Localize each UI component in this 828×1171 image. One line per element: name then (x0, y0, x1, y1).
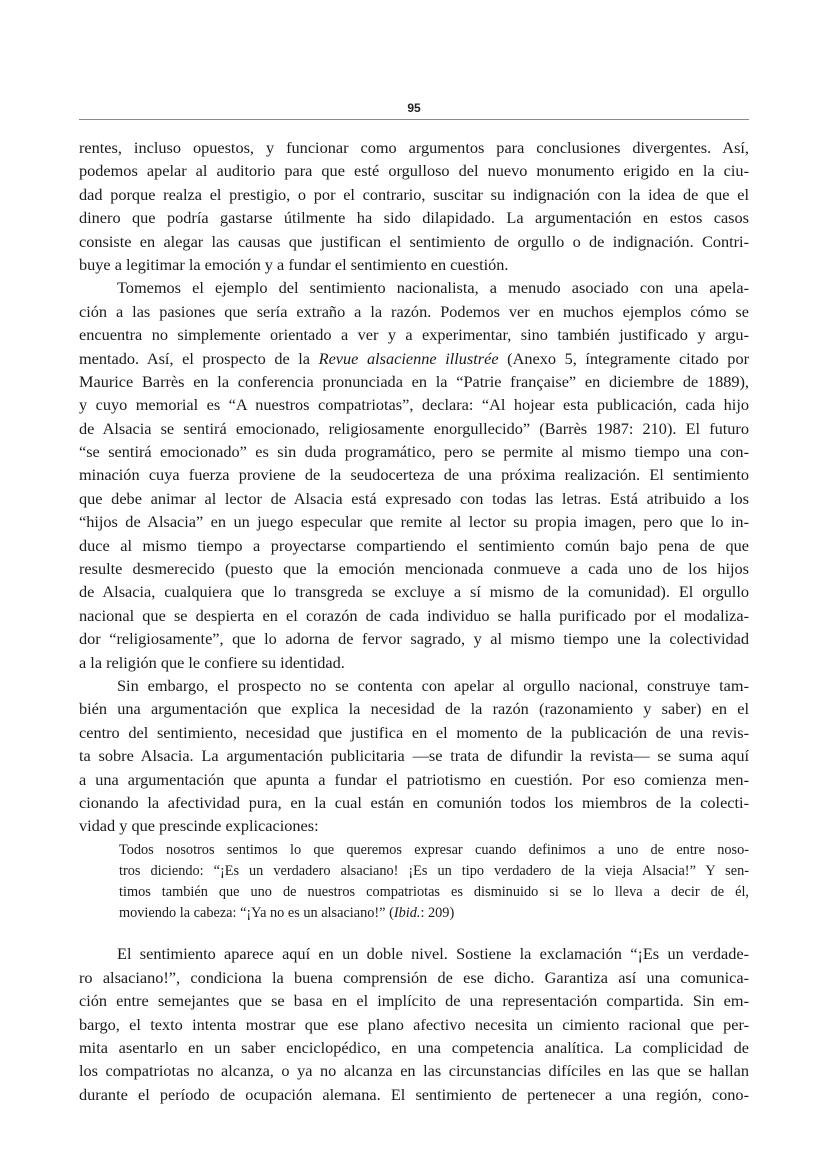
quote-line: timos también que uno de nuestros compatriotas es disminuido si se lo lleva a decir de él, (119, 884, 749, 901)
citation-ibid: Ibid. (393, 905, 421, 922)
text-line: ta sobre Alsacia. La argumentación publicitaria —se trata de difundir la revista— se suma aquí (79, 746, 749, 766)
header-rule (79, 119, 749, 120)
text-line (79, 347, 749, 370)
text-line: Tomemos el ejemplo del sentimiento nacionalista, a menudo asociado con una apela- (117, 278, 749, 298)
text-line: los compatriotas no alcanza, o ya no alcanza en las circunstancias difíciles en las que se hallan (79, 1061, 749, 1081)
text-line: centro del sentimiento, necesidad que justifica en el momento de la publicación de una revis- (79, 722, 749, 742)
paragraph-2 (79, 276, 749, 674)
text-line: El sentimiento aparece aquí en un doble nivel. Sostiene la exclamación “¡Es un verdade- (117, 944, 749, 964)
text-line: “hijos de Alsacia” en un juego especular que remite al lector su propia imagen, pero que lo in- (79, 512, 749, 532)
text-line: bargo, el texto intenta mostrar que ese plano afectivo necesita un cimiento racional que per- (79, 1014, 749, 1034)
text-line: consiste en alegar las causas que justifican el sentimiento de orgullo o de indignación. Contri- (79, 231, 749, 251)
text-line: ción entre semejantes que se basa en el implícito de una representación compartida. Sin em- (79, 991, 749, 1011)
text-line: minación cuya fuerza proviene de la seudocerteza de una próxima realización. El sentimiento (79, 465, 749, 485)
text-line: durante el período de ocupación alemana. El sentimiento de pertenecer a una región, cono- (79, 1084, 749, 1104)
text-line: ción a las pasiones que sería extraño a la razón. Podemos ver en muchos ejemplos cómo se (79, 301, 749, 321)
text-line: dinero que podría gastarse útilmente ha sido dilapidado. La argumentación en estos casos (79, 208, 749, 228)
paragraph-4 (79, 942, 749, 1106)
text-run: : 209) (420, 905, 455, 922)
block-quote (79, 838, 749, 943)
text-line: rentes, incluso opuestos, y funcionar como argumentos para conclusiones divergentes. Así, (79, 138, 749, 157)
quote-line (119, 903, 749, 924)
text-line: de Alsacia se sentirá emocionado, religiosamente enorgullecido” (Barrès 1987: 210). El futuro (79, 418, 749, 438)
text-line: encuentra no simplemente orientado a ver y a experimentar, sino también justificado y argu- (79, 325, 749, 345)
text-line: y cuyo memorial es “A nuestros compatriotas”, declara: “Al hojear esta publicación, cada hijo (79, 395, 749, 415)
text-line: Maurice Barrès en la conferencia pronunciada en la “Patrie française” en diciembre de 1889), (79, 371, 749, 391)
text-line: dad porque realza el prestigio, o por el contrario, suscitar su indignación con la idea de que el (79, 184, 749, 204)
page-number: 95 (407, 101, 421, 115)
page-body (79, 136, 749, 1106)
text-line: nacional que se despierta en el corazón de cada individuo se halla purificado por el modaliza- (79, 605, 749, 625)
journal-title: Revue alsacienne illustrée (318, 348, 499, 368)
text-line: resulte desmerecido (puesto que la emoción mencionada conmueve a cada uno de los hijos (79, 559, 749, 579)
paragraph-3 (79, 674, 749, 838)
text-run: (Anexo 5, íntegramente citado por (498, 348, 749, 368)
text-line: podemos apelar al auditorio para que esté orgulloso del nuevo monumento erigido en la ciu- (79, 161, 749, 181)
text-line: mita asentarlo en un saber enciclopédico, en una competencia analítica. La complicidad de (79, 1038, 749, 1058)
text-line: a una argumentación que apunta a fundar el patriotismo en cuestión. Por eso comienza men- (79, 769, 749, 789)
quote-line: Todos nosotros sentimos lo que queremos expresar cuando definimos a uno de entre noso- (119, 841, 749, 858)
text-run: moviendo la cabeza: “¡Ya no es un alsaciano!” ( (119, 905, 394, 922)
text-line: dor “religiosamente”, que lo adorna de fervor sagrado, y al mismo tiempo une la colectividad (79, 629, 749, 649)
text-line: duce al mismo tiempo a proyectarse compartiendo el sentimiento común bajo pena de que (79, 535, 749, 555)
text-line: ro alsaciano!”, condiciona la buena comprensión de ese dicho. Garantiza así una comunica- (79, 967, 749, 987)
text-line: Sin embargo, el prospecto no se contenta con apelar al orgullo nacional, construye tam- (117, 675, 749, 695)
quote-line: tros diciendo: “¡Es un verdadero alsaciano! ¡Es un tipo verdadero de la vieja Alsacia!” Y sen- (119, 862, 749, 879)
text-line: cionando la afectividad pura, en la cual están en comunión todos los miembros de la colecti- (79, 792, 749, 812)
text-line: buye a legitimar la emoción y a fundar el sentimiento en cuestión. (79, 254, 509, 274)
paragraph-1 (79, 136, 749, 276)
text-line: que debe animar al lector de Alsacia está expresado con todas las letras. Está atribuido a los (79, 488, 749, 508)
text-line: vidad y que prescinde explicaciones: (79, 816, 319, 836)
text-line: a la religión que le confiere su identidad. (79, 652, 345, 672)
text-line: de Alsacia, cualquiera que lo transgreda se excluye a sí mismo de la comunidad). El orgullo (79, 582, 749, 602)
text-run: mentado. Así, el prospecto de la (79, 348, 319, 368)
text-line: bién una argumentación que explica la necesidad de la razón (razonamiento y saber) en el (79, 699, 749, 719)
text-line: “se sentirá emocionado” es sin duda programático, pero se permite al mismo tiempo una con- (79, 442, 749, 462)
